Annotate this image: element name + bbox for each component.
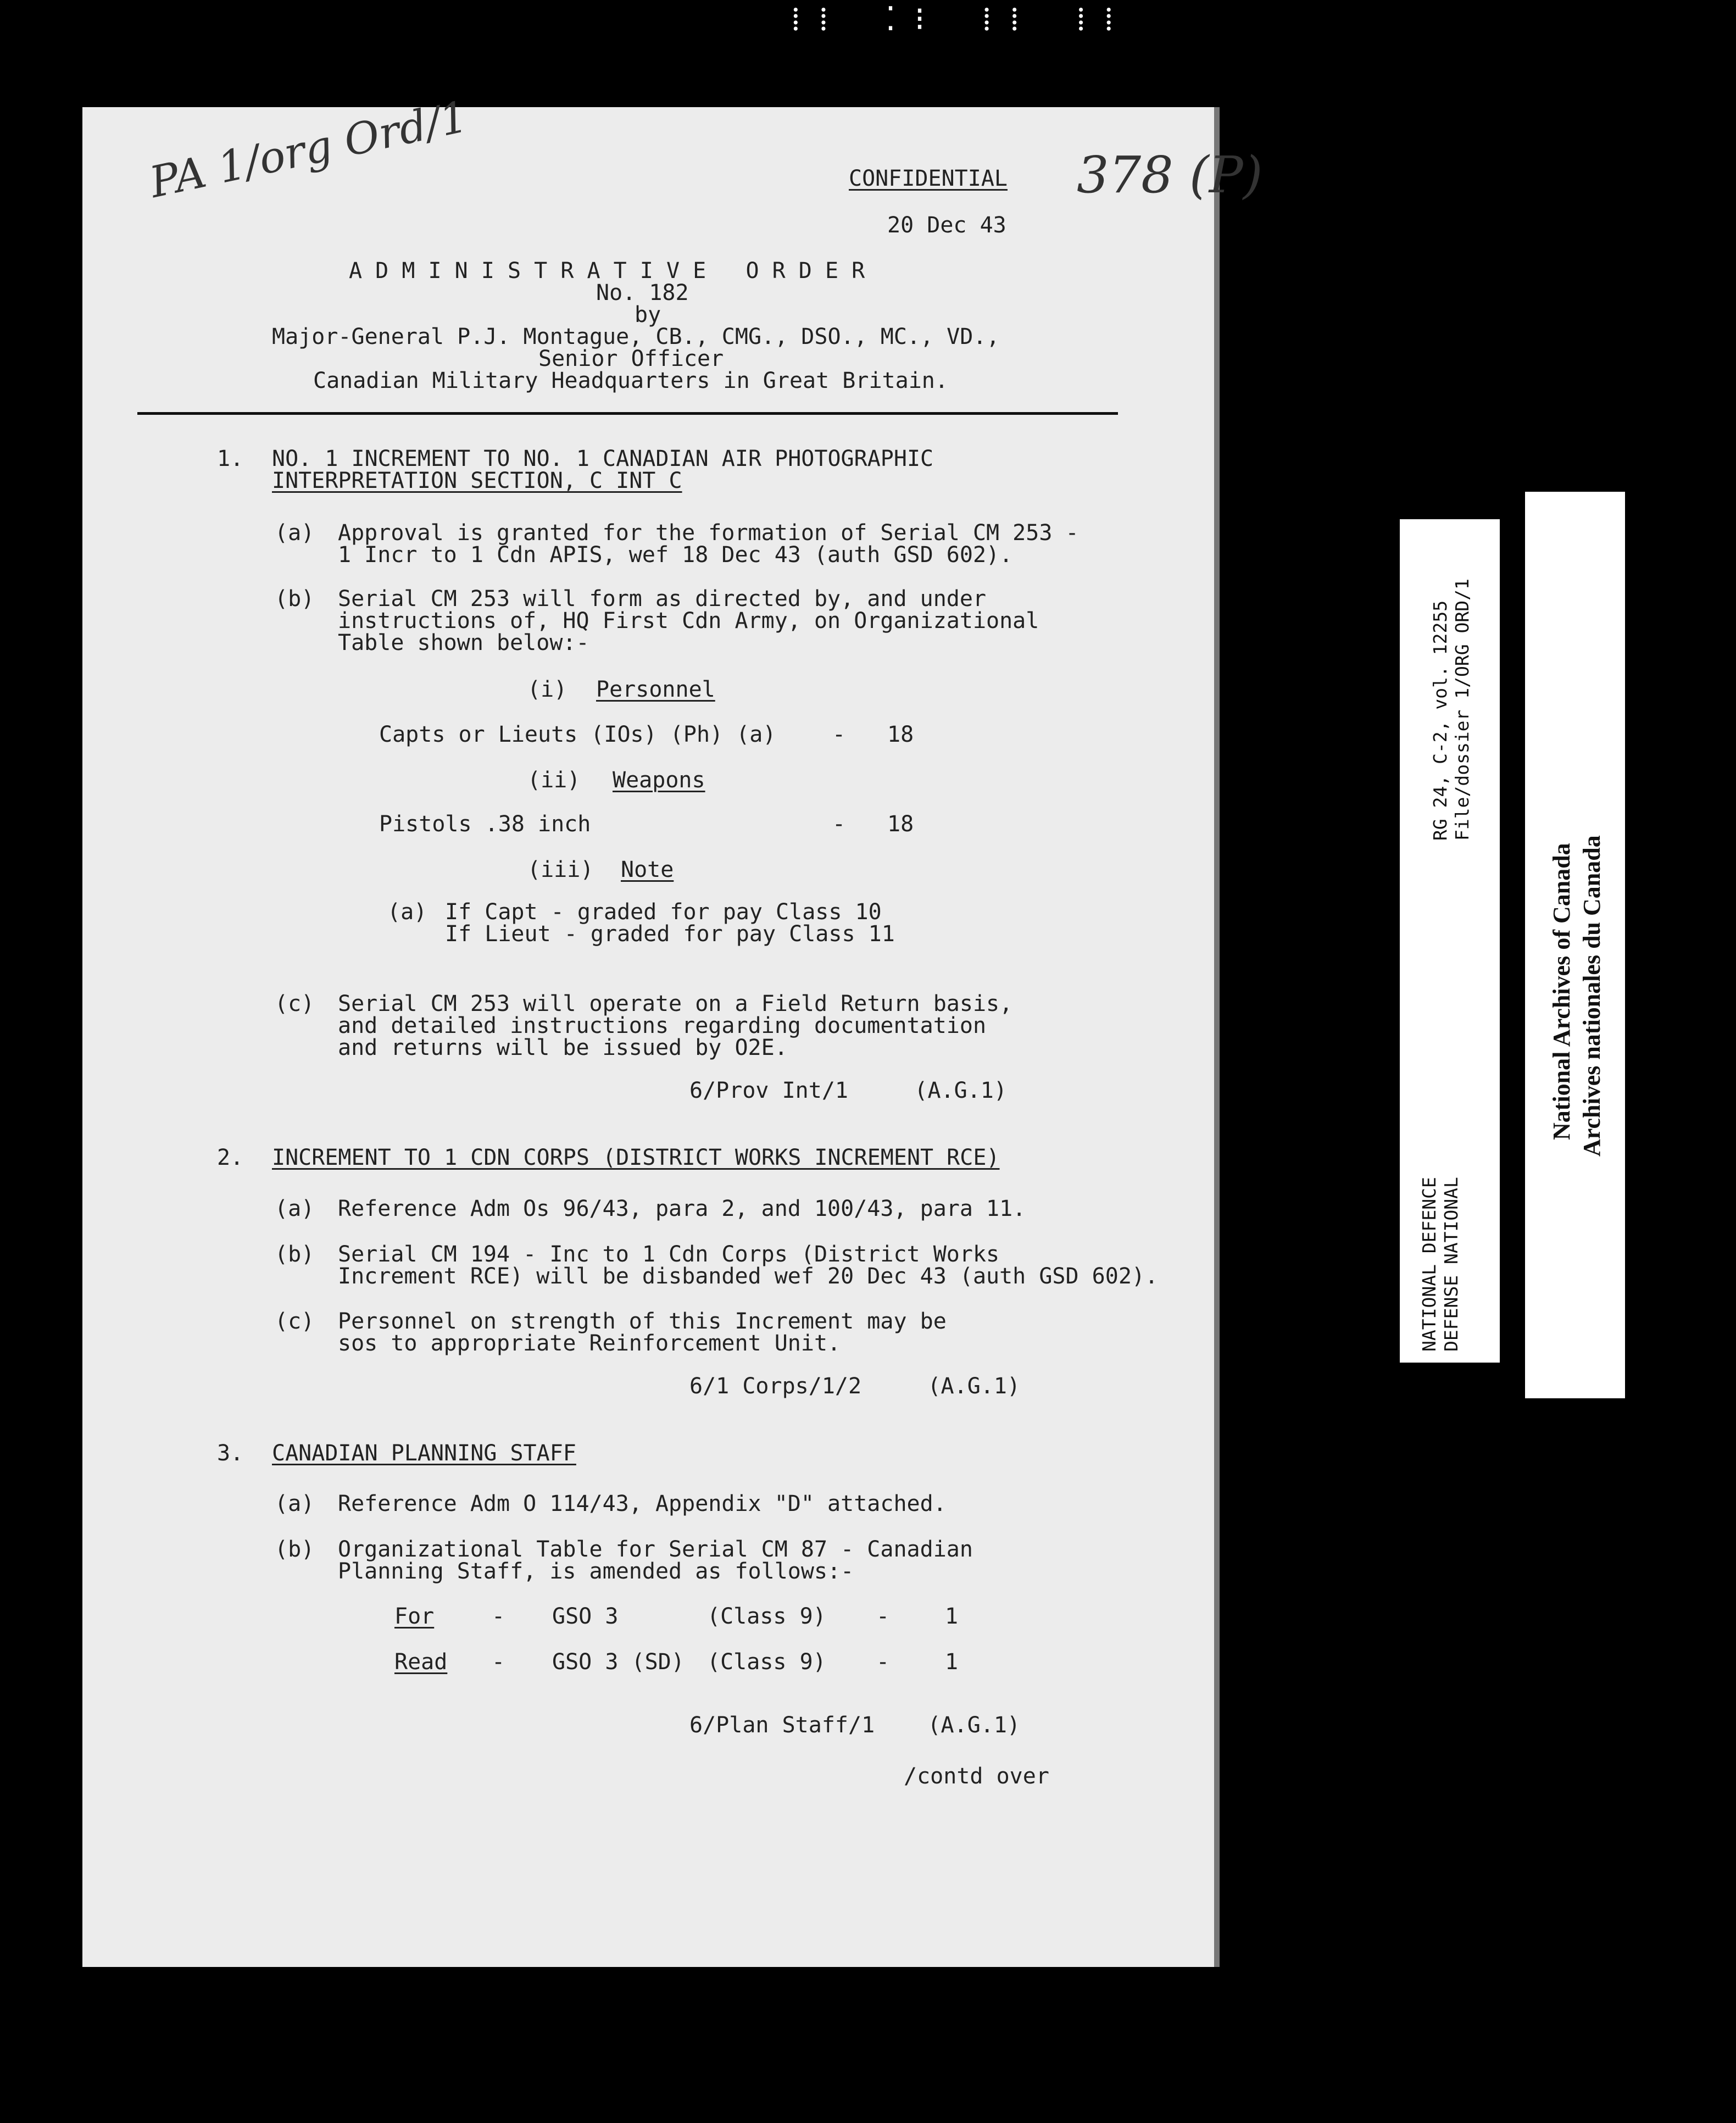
- weapons-item: Pistols .38 inch: [379, 812, 591, 837]
- section-1-heading-line1: NO. 1 INCREMENT TO NO. 1 CANADIAN AIR PHOTOGRAPHIC: [272, 446, 934, 471]
- archive-reference-label: [1400, 519, 1500, 1363]
- section-1b-text-2: instructions of, HQ First Cdn Army, on Organizational: [338, 608, 1039, 633]
- section-1b-text-3: Table shown below:-: [338, 630, 589, 655]
- officer-title: Senior Officer: [538, 346, 724, 371]
- order-by: by: [635, 302, 661, 327]
- order-number: No. 182: [596, 280, 689, 305]
- personnel-quantity: 18: [887, 722, 914, 747]
- weapons-heading: Weapons: [613, 768, 705, 793]
- section-3-number: 3.: [217, 1441, 244, 1466]
- section-2-heading: INCREMENT TO 1 CDN CORPS (DISTRICT WORKS INCREMENT RCE): [272, 1145, 1000, 1170]
- section-2-number: 2.: [217, 1145, 244, 1170]
- section-2c-label: (c): [275, 1309, 315, 1334]
- amend-read-appointment: GSO 3 (SD): [552, 1649, 685, 1675]
- film-edge-marks: ⁞⁞ ⁚⁝ ⁞⁞ ⁞⁞: [791, 0, 1132, 38]
- order-date: 20 Dec 43: [887, 213, 1006, 238]
- weapons-dash: -: [832, 812, 846, 837]
- section-3b-text-1: Organizational Table for Serial CM 87 - Canadian: [338, 1537, 973, 1562]
- personnel-item: Capts or Lieuts (IOs) (Ph) (a): [379, 722, 776, 747]
- section-2b-text-2: Increment RCE) will be disbanded wef 20 Dec 43 (auth GSD 602).: [338, 1264, 1159, 1289]
- note-a-label: (a): [387, 899, 427, 925]
- note-line-1: If Capt - graded for pay Class 10: [445, 899, 882, 925]
- section-1a-label: (a): [275, 520, 315, 546]
- archives-canada-label: [1525, 492, 1625, 1398]
- section-1c-text-3: and returns will be issued by O2E.: [338, 1035, 788, 1060]
- archives-name-english: National Archives of Canada: [1548, 843, 1575, 1140]
- amend-for-quantity: 1: [945, 1604, 959, 1629]
- amend-read-dash-2: -: [876, 1649, 890, 1675]
- handwritten-file-ref: PA 1/org Ord/1: [146, 92, 472, 208]
- amend-read-class: (Class 9): [707, 1649, 826, 1675]
- classification-marking: CONFIDENTIAL: [849, 166, 1008, 191]
- section-2c-text-2: sos to appropriate Reinforcement Unit.: [338, 1331, 841, 1356]
- section-2-file-reference: 6/1 Corps/1/2 (A.G.1): [689, 1374, 1021, 1399]
- archive-reference-line-2: File/dossier 1/ORG ORD/1: [1451, 579, 1473, 841]
- continued-over: /contd over: [904, 1764, 1049, 1789]
- handwritten-page-number: 378 (P): [1077, 146, 1263, 204]
- headquarters: Canadian Military Headquarters in Great Britain.: [313, 368, 948, 393]
- weapons-quantity: 18: [887, 812, 914, 837]
- personnel-num: (i): [527, 677, 567, 702]
- personnel-heading: Personnel: [596, 677, 715, 702]
- amend-read-dash: -: [492, 1649, 505, 1675]
- note-heading: Note: [621, 857, 674, 882]
- amend-for-class: (Class 9): [707, 1604, 826, 1629]
- section-1a-text-2: 1 Incr to 1 Cdn APIS, wef 18 Dec 43 (auth GSD 602).: [338, 542, 1013, 568]
- section-3-heading: CANADIAN PLANNING STAFF: [272, 1441, 576, 1466]
- section-1-number: 1.: [217, 446, 244, 471]
- amend-for-appointment: GSO 3: [552, 1604, 619, 1629]
- section-1-file-reference: 6/Prov Int/1 (A.G.1): [689, 1078, 1007, 1103]
- amend-for-dash: -: [492, 1604, 505, 1629]
- section-1c-label: (c): [275, 991, 315, 1016]
- document-page: [82, 92, 1263, 1967]
- section-1-heading-line2: INTERPRETATION SECTION, C INT C: [272, 468, 682, 493]
- archives-name-french: Archives nationales du Canada: [1578, 835, 1605, 1157]
- department-line-1: NATIONAL DEFENCE: [1418, 1177, 1440, 1352]
- section-1c-text-1: Serial CM 253 will operate on a Field Return basis,: [338, 991, 1013, 1016]
- section-3a-text: Reference Adm O 114/43, Appendix "D" attached.: [338, 1491, 947, 1516]
- section-1a-text-1: Approval is granted for the formation of Serial CM 253 -: [338, 520, 1079, 546]
- section-3a-label: (a): [275, 1491, 315, 1516]
- order-title: A D M I N I S T R A T I V E O R D E R: [349, 258, 865, 284]
- section-2b-text-1: Serial CM 194 - Inc to 1 Cdn Corps (District Works: [338, 1242, 1000, 1267]
- personnel-dash: -: [832, 722, 846, 747]
- section-3b-label: (b): [275, 1537, 315, 1562]
- section-1b-label: (b): [275, 586, 315, 612]
- section-2a-text: Reference Adm Os 96/43, para 2, and 100/43, para 11.: [338, 1196, 1026, 1221]
- issuing-officer: Major-General P.J. Montague, CB., CMG., DSO., MC., VD.,: [272, 324, 1000, 349]
- section-1b-text-1: Serial CM 253 will form as directed by, and under: [338, 586, 987, 612]
- section-3b-text-2: Planning Staff, is amended as follows:-: [338, 1559, 854, 1584]
- title-divider: [137, 412, 1118, 415]
- note-line-2: If Lieut - graded for pay Class 11: [445, 921, 895, 947]
- section-2b-label: (b): [275, 1242, 315, 1267]
- amend-read-quantity: 1: [945, 1649, 959, 1675]
- archive-reference-line-1: RG 24, C-2, vol. 12255: [1429, 600, 1451, 841]
- section-2a-label: (a): [275, 1196, 315, 1221]
- amend-for-dash-2: -: [876, 1604, 890, 1629]
- amend-read-label: Read: [394, 1649, 448, 1675]
- amend-for-label: For: [394, 1604, 435, 1629]
- section-2c-text-1: Personnel on strength of this Increment may be: [338, 1309, 947, 1334]
- section-3-file-reference: 6/Plan Staff/1 (A.G.1): [689, 1713, 1021, 1738]
- section-1c-text-2: and detailed instructions regarding documentation: [338, 1013, 987, 1038]
- note-num: (iii): [527, 857, 594, 882]
- weapons-num: (ii): [527, 768, 581, 793]
- department-line-2: DEFENSE NATIONAL: [1440, 1177, 1462, 1352]
